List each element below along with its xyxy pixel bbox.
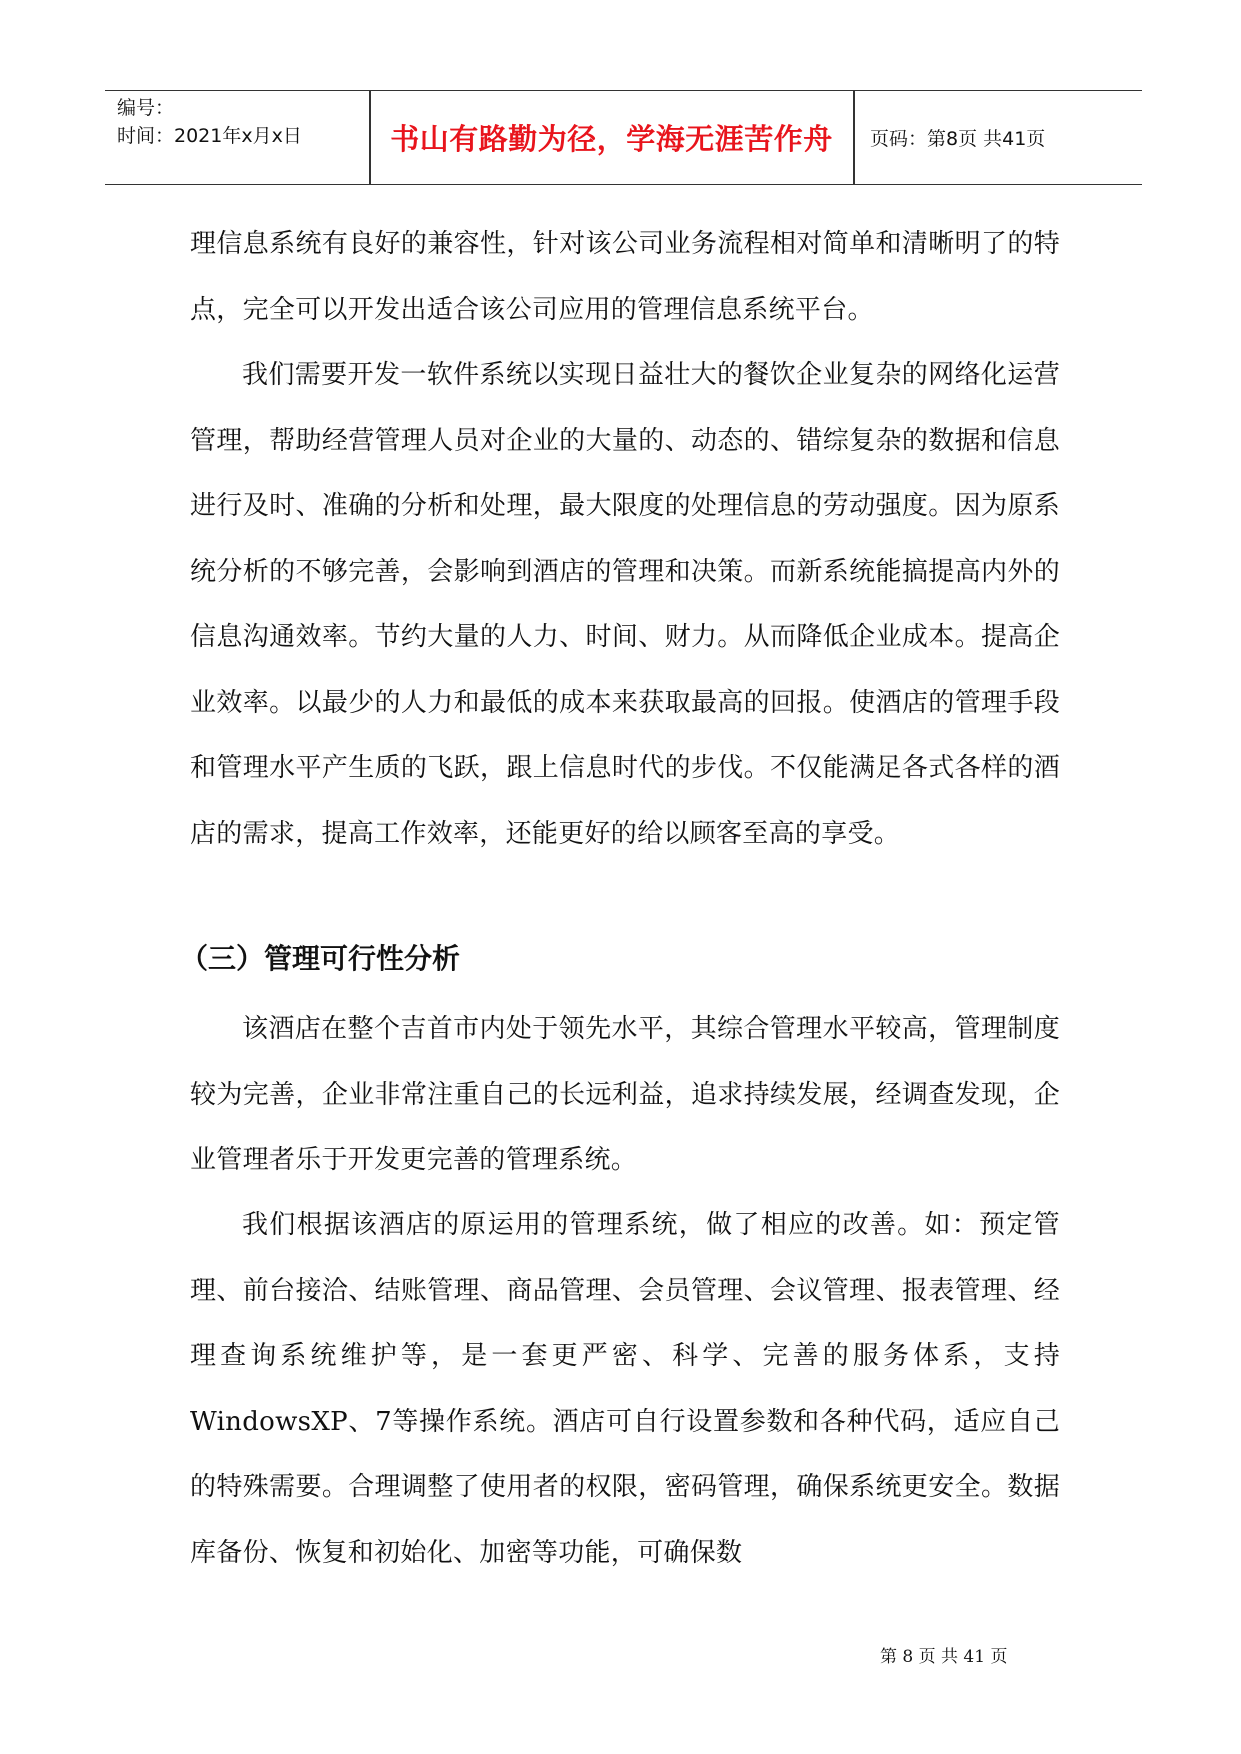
header-divider (853, 91, 855, 184)
serial-label: 编号： (117, 97, 175, 119)
header-page-code: 页码：第8页 共41页 (870, 128, 1046, 150)
time-label: 时间：2021年x月x日 (117, 125, 302, 147)
section-heading: （三）管理可行性分析 (180, 942, 461, 975)
paragraph-1: 理信息系统有良好的兼容性，针对该公司业务流程相对简单和清晰明了的特点，完全可以开发出适合该公司应用的管理信息系统平台。 (190, 229, 1060, 325)
paragraph-4: 我们根据该酒店的原运用的管理系统，做了相应的改善。如：预定管理、前台接洽、结账管理、商品管理、会员管理、会议管理、报表管理、经理查询系统维护等，是一套更严密、科学、完善的服务体系，支持WindowsXP、7等操作系统。酒店可自行设置参数和各种代码，适应自己的特殊需要。合理调整了使用者的权限，密码管理，确保系统更安全。数据库备份、恢复和初始化、加密等功能，可确保数 (190, 1210, 1060, 1568)
page-footer: 第 8 页 共 41 页 (880, 1647, 1008, 1667)
header-motto: 书山有路勤为径，学海无涯苦作舟 (390, 122, 833, 156)
paragraph-3: 该酒店在整个吉首市内处于领先水平，其综合管理水平较高，管理制度较为完善，企业非常注重自己的长远利益，追求持续发展，经调查发现，企业管理者乐于开发更完善的管理系统。 (190, 1014, 1060, 1175)
page-header (105, 90, 1142, 185)
header-meta (117, 91, 369, 184)
paragraph-2: 我们需要开发一软件系统以实现日益壮大的餐饮企业复杂的网络化运营管理，帮助经营管理人员对企业的大量的、动态的、错综复杂的数据和信息进行及时、准确的分析和处理，最大限度的处理信息的劳动强度。因为原系统分析的不够完善，会影响到酒店的管理和决策。而新系统能搞提高内外的信息沟通效率。节约大量的人力、时间、财力。从而降低企业成本。提高企业效率。以最少的人力和最低的成本来获取最高的回报。使酒店的管理手段和管理水平产生质的飞跃，跟上信息时代的步伐。不仅能满足各式各样的酒店的需求，提高工作效率，还能更好的给以顾客至高的享受。 (190, 360, 1060, 849)
